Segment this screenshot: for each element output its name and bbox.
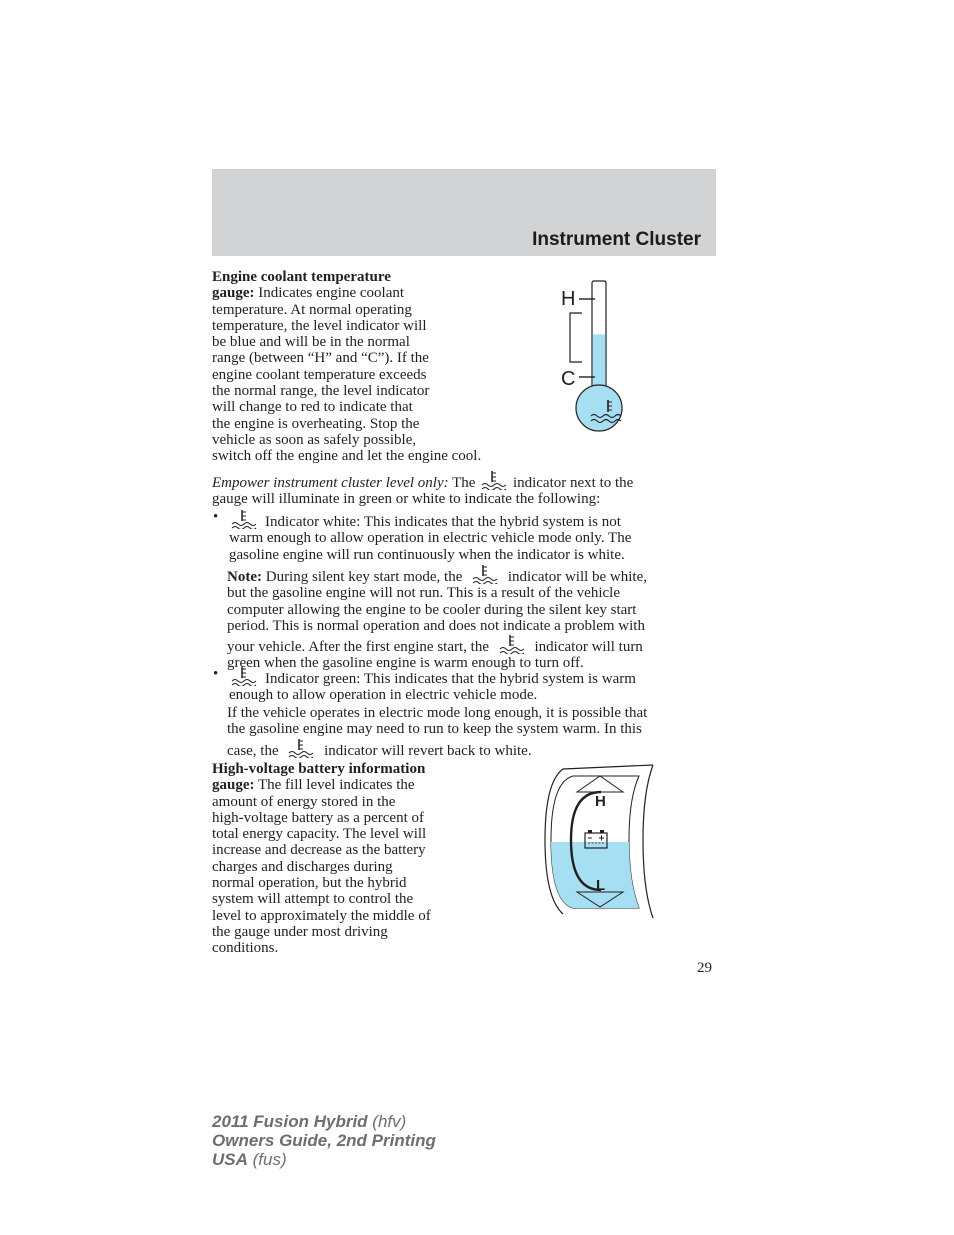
coolant-line: temperature, the level indicator will [212,317,427,334]
gauge-hot-label: H [561,288,576,310]
note-text: period. This is normal operation and does not indicate a problem with [227,617,645,634]
footer-edition: Owners Guide, 2nd Printing [212,1131,436,1150]
battery-line: charges and discharges during [212,858,393,875]
coolant-bulb [576,385,622,431]
revert-paragraph [227,705,719,759]
bullet-text: enough to allow operation in electric vehicle mode. [229,687,538,704]
gauge-cold-label: C [561,368,576,390]
revert-text: case, the [227,742,279,759]
bullet-text: warm enough to allow operation in electric vehicle mode only. The [229,530,632,547]
battery-line: normal operation, but the hybrid [212,875,407,892]
footer-market: USA [212,1150,248,1169]
note-text: During silent key start mode, the [261,569,463,585]
coolant-indicator-icon [481,470,507,490]
coolant-line: switch off the engine and let the engine cool. [212,448,482,465]
battery-line: level to approximately the middle of [212,907,431,924]
page-number: 29 [697,960,712,976]
bullet-text: gasoline engine will run continuously when the indicator is white. [229,546,625,563]
bullet-text: Indicator green: This indicates that the hybrid system is warm [265,671,636,687]
footer-code: (hfv) [367,1112,407,1131]
revert-text: indicator will revert back to white. [324,742,532,759]
coolant-line: temperature. At normal operating [212,301,412,318]
coolant-indicator-icon [288,738,314,758]
battery-heading: High-voltage battery information [212,761,426,777]
coolant-line: will change to red to indicate that [212,399,413,416]
coolant-line: engine coolant temperature exceeds [212,366,427,383]
empower-text: gauge will illuminate in green or white to indicate the following: [212,491,601,508]
note-text: computer allowing the engine to be cooler during the silent key start [227,601,637,618]
gauge-low-label: L [596,877,606,894]
coolant-line: the engine is overheating. Stop the [212,415,420,432]
battery-heading-2: gauge: [212,777,255,794]
battery-description [212,761,532,957]
bullet-mark: • [213,509,219,525]
coolant-heading-2: gauge: [212,285,255,302]
note-text: green when the gasoline engine is warm enough to turn off. [227,655,584,672]
battery-line: The fill level indicates the [254,777,415,794]
section-header [212,169,716,256]
bullet-green-indicator [229,666,719,704]
gauge-high-label: H [595,793,606,810]
empower-lead: Empower instrument cluster level only: [212,475,449,491]
note-paragraph [227,564,719,672]
footer-market-code: (fus) [247,1150,287,1169]
bullet-text: Indicator white: This indicates that the hybrid system is not [265,514,621,530]
coolant-indicator-icon [472,564,498,584]
empower-text: indicator next to the [512,475,634,491]
revert-text: If the vehicle operates in electric mode long enough, it is possible that [227,705,648,721]
coolant-line: vehicle as soon as safely possible, [212,431,417,448]
footer-model: 2011 Fusion Hybrid [212,1112,368,1131]
coolant-temperature-gauge [555,278,635,434]
battery-line: system will attempt to control the [212,891,414,908]
battery-line: conditions. [212,940,279,957]
note-text: your vehicle. After the first engine start, the [227,639,489,656]
battery-line: amount of energy stored in the [212,793,396,810]
bullet-mark: • [213,666,219,682]
coolant-heading: Engine coolant temperature [212,269,391,285]
note-text: indicator will be white, [507,569,648,585]
bullet-white-indicator [229,509,719,563]
note-text: but the gasoline engine will not run. This is a result of the vehicle [227,585,620,602]
battery-line: increase and decrease as the battery [212,842,426,859]
empower-text: The [448,475,476,491]
empower-paragraph [212,470,722,508]
coolant-indicator-icon [231,509,257,529]
coolant-line: range (between “H” and “C”). If the [212,350,429,367]
coolant-indicator-icon [231,666,257,686]
note-text: indicator will turn [534,639,643,656]
coolant-indicator-icon [499,634,525,654]
coolant-line: the normal range, the level indicator [212,383,430,400]
coolant-level-fill [593,334,606,390]
document-footer [212,1112,436,1169]
normal-range-bracket [570,313,582,362]
battery-line: the gauge under most driving [212,923,388,940]
coolant-line: Indicates engine coolant [254,285,405,302]
revert-text: the gasoline engine may need to run to keep the system warm. In this [227,721,642,738]
coolant-line: be blue and will be in the normal [212,334,410,351]
coolant-description [212,269,532,465]
battery-level-gauge [543,762,657,920]
battery-line: total energy capacity. The level will [212,826,427,843]
section-title: Instrument Cluster [532,229,701,250]
note-label: Note: [227,569,262,585]
battery-line: high-voltage battery as a percent of [212,809,424,826]
